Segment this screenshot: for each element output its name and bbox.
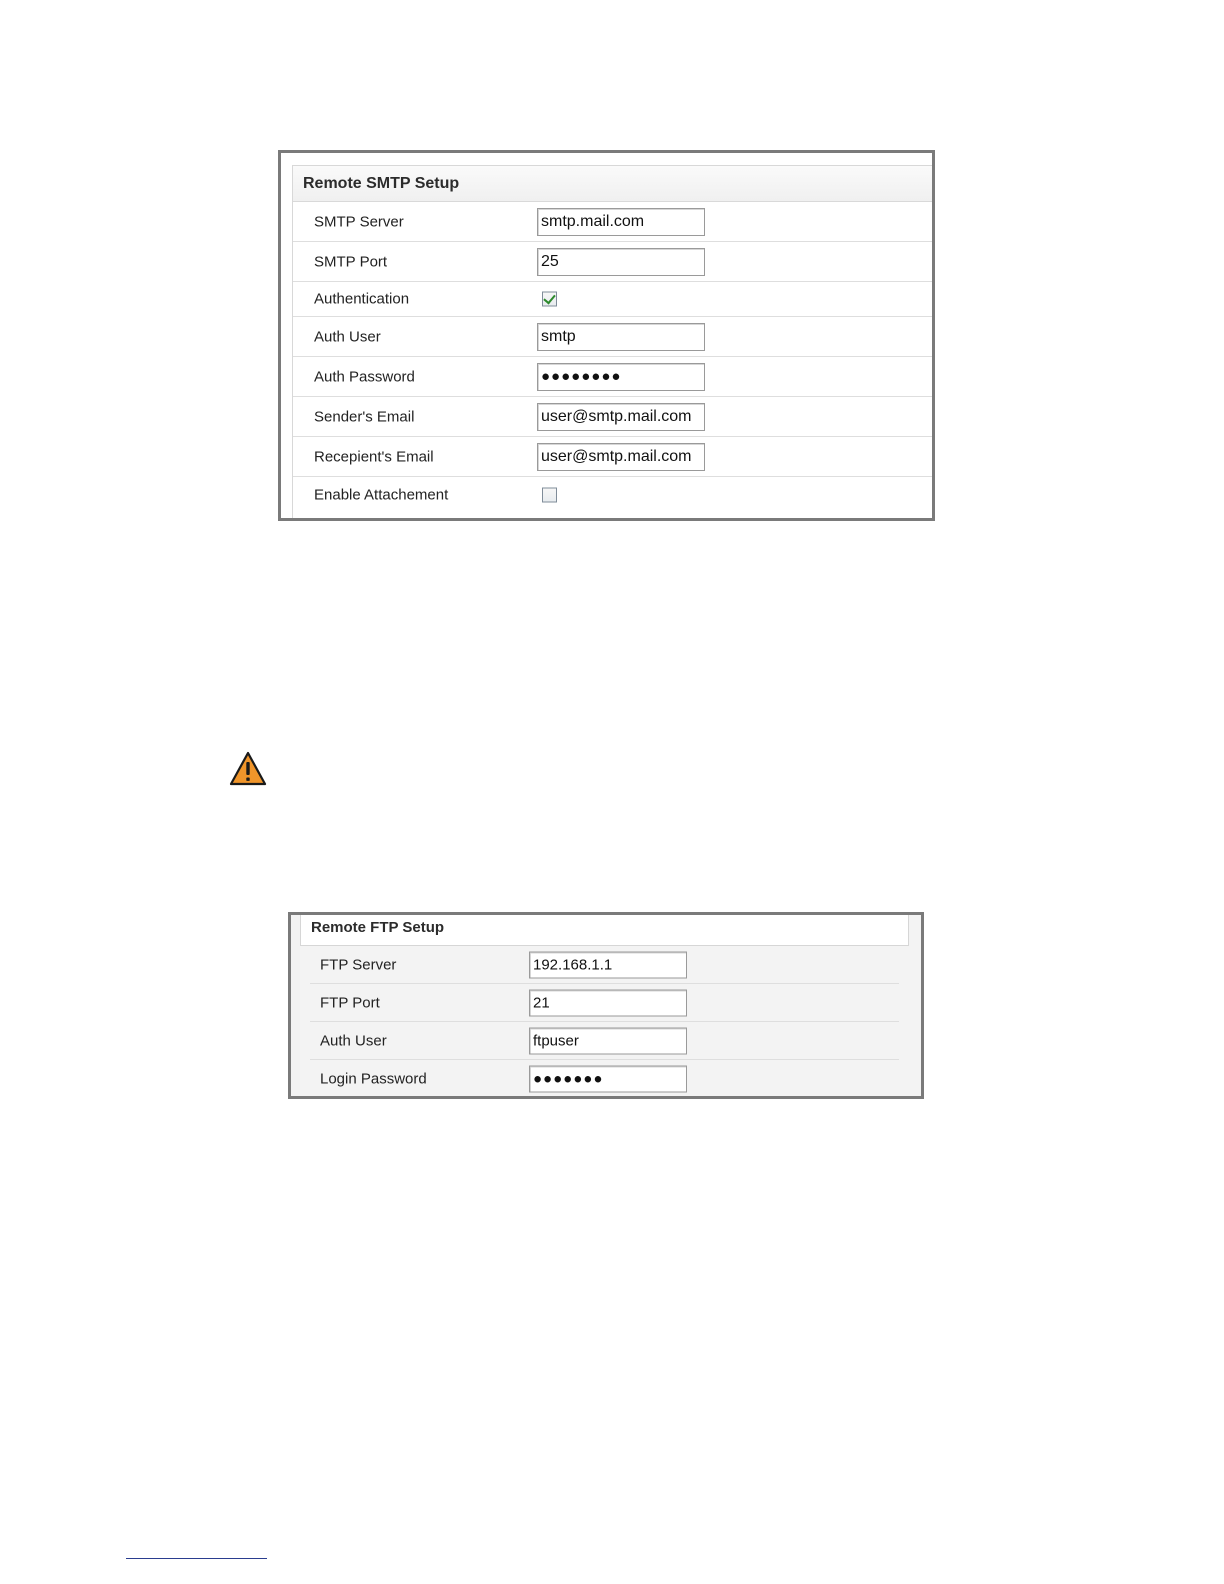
sender-email-label: Sender's Email [314, 408, 415, 425]
ftp-port-row [310, 984, 899, 1022]
footnote-separator [126, 1558, 267, 1559]
auth-user-input[interactable]: smtp [537, 323, 705, 351]
authentication-checkbox[interactable] [542, 292, 557, 307]
smtp-server-label: SMTP Server [314, 213, 404, 230]
smtp-port-row [293, 242, 932, 282]
authentication-label: Authentication [314, 290, 410, 308]
ftp-server-input[interactable]: 192.168.1.1 [529, 951, 687, 978]
ftp-server-label: FTP Server [320, 956, 397, 973]
auth-user-row [293, 317, 932, 357]
ftp-setup-screenshot [288, 912, 924, 1099]
ftp-login-password-input[interactable]: ●●●●●●● [529, 1066, 687, 1093]
smtp-port-label: SMTP Port [314, 253, 388, 270]
ftp-login-password-row [310, 1060, 899, 1098]
auth-password-input[interactable]: ●●●●●●●● [537, 363, 705, 391]
auth-user-label: Auth User [314, 328, 381, 345]
sender-email-row [293, 397, 932, 437]
smtp-setup-title: Remote SMTP Setup [293, 166, 932, 202]
ftp-auth-user-label: Auth User [320, 1032, 387, 1049]
smtp-setup-panel [292, 165, 932, 518]
authentication-row [293, 282, 932, 317]
ftp-auth-user-input[interactable]: ftpuser [529, 1027, 687, 1054]
ftp-setup-rows [310, 946, 899, 1098]
smtp-port-input[interactable]: 25 [537, 248, 705, 276]
enable-attachment-checkbox[interactable] [542, 487, 557, 502]
ftp-port-input[interactable]: 21 [529, 989, 687, 1016]
warning-icon [229, 751, 267, 787]
checkmark-icon [543, 292, 555, 305]
ftp-auth-user-row [310, 1022, 899, 1060]
recipient-email-input[interactable]: user@smtp.mail.com [537, 443, 705, 471]
ftp-login-password-label: Login Password [320, 1070, 427, 1088]
sender-email-input[interactable]: user@smtp.mail.com [537, 403, 705, 431]
ftp-setup-title: Remote FTP Setup [300, 915, 909, 946]
enable-attachment-label: Enable Attachement [314, 486, 449, 503]
auth-password-label: Auth Password [314, 368, 415, 385]
recipient-email-label: Recepient's Email [314, 448, 434, 465]
smtp-setup-screenshot [278, 150, 935, 521]
enable-attachment-row [293, 477, 932, 512]
ftp-server-row [310, 946, 899, 984]
smtp-server-row [293, 202, 932, 242]
ftp-port-label: FTP Port [320, 994, 380, 1011]
smtp-server-input[interactable]: smtp.mail.com [537, 208, 705, 236]
ftp-setup-panel [300, 915, 909, 1096]
auth-password-row [293, 357, 932, 397]
recipient-email-row [293, 437, 932, 477]
